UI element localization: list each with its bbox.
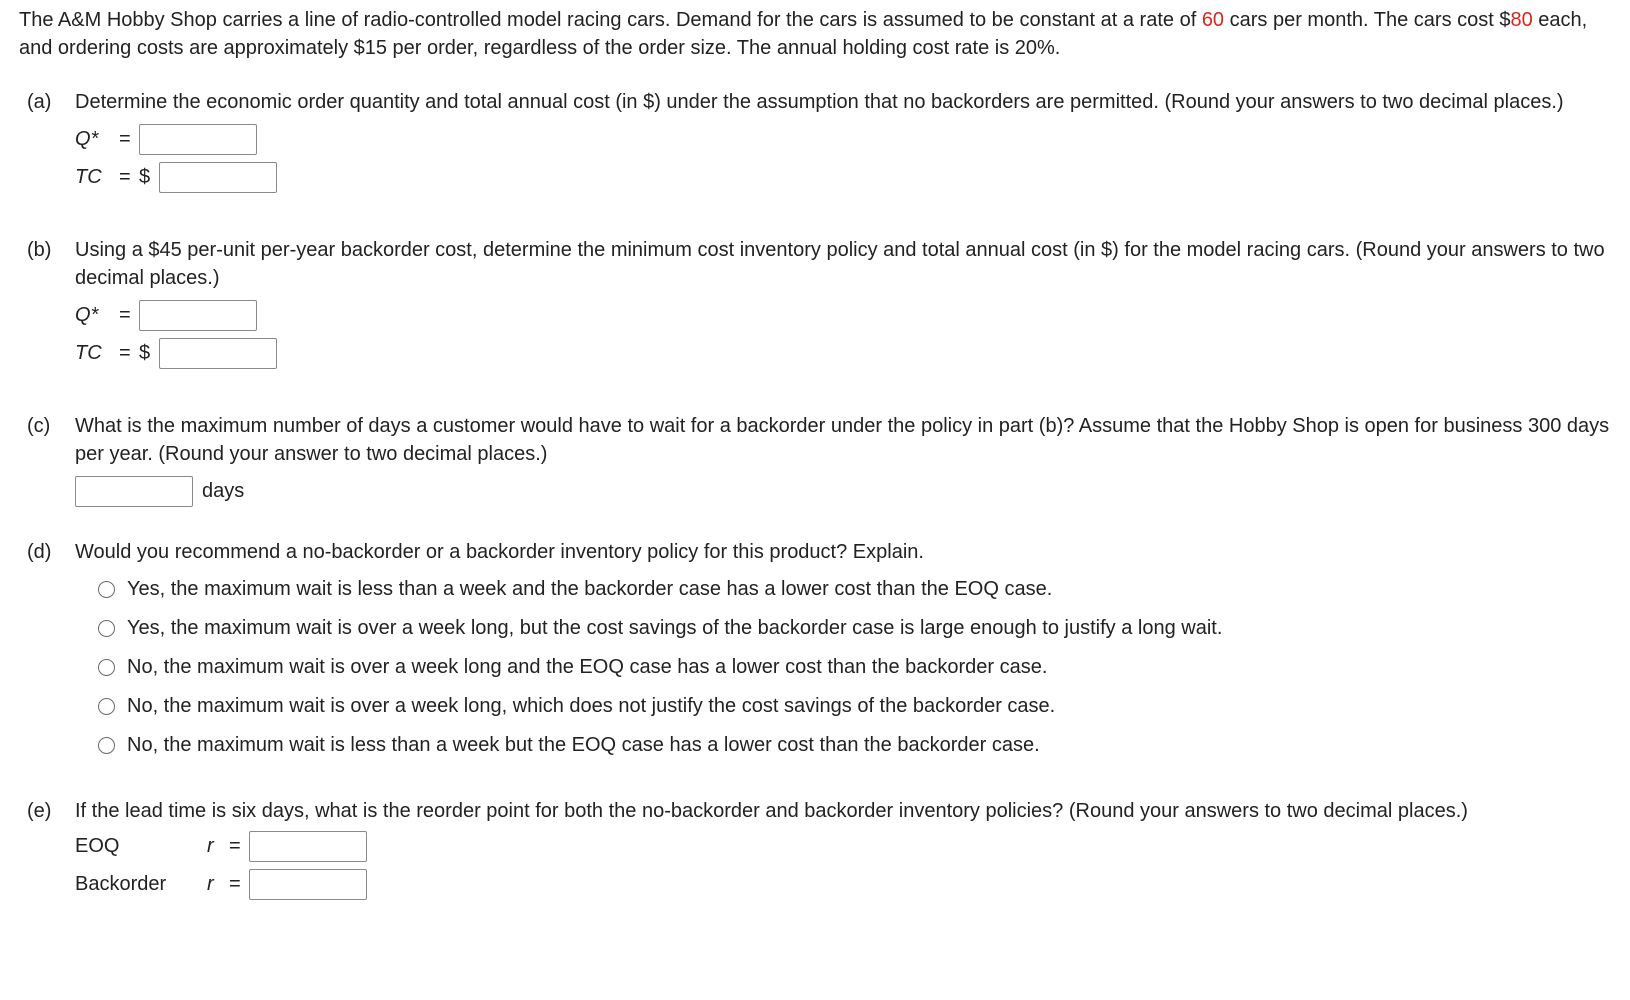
equals-sign: = bbox=[119, 303, 131, 326]
part-d-label: (d) bbox=[27, 541, 52, 563]
part-e-backorder-input[interactable] bbox=[249, 869, 367, 900]
intro-text-2: cars per month. The cars cost $ bbox=[1224, 9, 1511, 31]
problem-page bbox=[19, 6, 1614, 903]
part-c-days-input[interactable] bbox=[75, 476, 193, 507]
part-e-eoq-input[interactable] bbox=[249, 831, 367, 862]
cost-value: 80 bbox=[1510, 9, 1533, 31]
part-a-question: Determine the economic order quantity and total annual cost (in $) under the assumption that no backorders are permitted. (Round your answers to two decimal places.) bbox=[75, 91, 1564, 113]
part-b-q-input[interactable] bbox=[139, 300, 257, 331]
part-b bbox=[19, 236, 1614, 372]
option-label: No, the maximum wait is over a week long and the EOQ case has a lower cost than the backorder case. bbox=[127, 656, 1048, 678]
part-b-q-row bbox=[75, 296, 1614, 334]
part-b-tc-row bbox=[75, 334, 1614, 372]
intro-text-3: each, and ordering costs are approximately $15 per order, regardless of the order size. The annual holding cost rate is 20%. bbox=[19, 9, 1588, 59]
option-4[interactable] bbox=[75, 687, 1614, 726]
dollar-sign: $ bbox=[139, 165, 151, 188]
equals-sign: = bbox=[229, 834, 241, 857]
backorder-label: Backorder bbox=[75, 872, 167, 895]
q-star-label: Q* bbox=[75, 303, 99, 326]
q-star-label: Q* bbox=[75, 127, 99, 150]
equals-sign: = bbox=[119, 165, 131, 188]
part-c-question: What is the maximum number of days a customer would have to wait for a backorder under the policy in part (b)? Assume that the Hobby Shop is open for business 300 days per year. (Round your answer to two decimal places.) bbox=[75, 415, 1610, 465]
tc-label: TC bbox=[75, 341, 102, 364]
part-c-label: (c) bbox=[27, 415, 51, 437]
part-d-options bbox=[75, 570, 1614, 765]
part-a-tc-row bbox=[75, 158, 1614, 196]
intro-text-1: The A&M Hobby Shop carries a line of radio-controlled model racing cars. Demand for the cars is assumed to be constant at a rate of bbox=[19, 9, 1202, 31]
part-d-question: Would you recommend a no-backorder or a backorder inventory policy for this product? Explain. bbox=[75, 541, 924, 563]
option-3[interactable] bbox=[75, 648, 1614, 687]
part-b-tc-input[interactable] bbox=[159, 338, 277, 369]
radio-button[interactable] bbox=[98, 620, 115, 637]
part-e-question: If the lead time is six days, what is the reorder point for both the no-backorder and backorder inventory policies? (Round your answers to two decimal places.) bbox=[75, 800, 1468, 822]
part-b-question: Using a $45 per-unit per-year backorder cost, determine the minimum cost inventory policy and total annual cost (in $) for the model racing cars. (Round your answers to two decimal places.) bbox=[75, 239, 1605, 289]
eoq-label: EOQ bbox=[75, 834, 120, 857]
days-unit: days bbox=[202, 479, 245, 502]
r-label: r bbox=[207, 872, 214, 895]
radio-button[interactable] bbox=[98, 737, 115, 754]
part-a bbox=[19, 88, 1614, 196]
option-1[interactable] bbox=[75, 570, 1614, 609]
part-b-label: (b) bbox=[27, 239, 52, 261]
radio-button[interactable] bbox=[98, 659, 115, 676]
r-label: r bbox=[207, 834, 214, 857]
option-label: Yes, the maximum wait is less than a week and the backorder case has a lower cost than the EOQ case. bbox=[127, 578, 1053, 600]
part-e-backorder-row bbox=[75, 865, 1614, 903]
part-e-eoq-row bbox=[75, 827, 1614, 865]
option-2[interactable] bbox=[75, 609, 1614, 648]
part-e bbox=[19, 797, 1614, 903]
option-5[interactable] bbox=[75, 726, 1614, 765]
part-a-tc-input[interactable] bbox=[159, 162, 277, 193]
part-c bbox=[19, 412, 1614, 510]
option-label: Yes, the maximum wait is over a week long, but the cost savings of the backorder case is large enough to justify a long wait. bbox=[127, 617, 1223, 639]
part-e-label: (e) bbox=[27, 800, 52, 822]
option-label: No, the maximum wait is over a week long, which does not justify the cost savings of the backorder case. bbox=[127, 695, 1056, 717]
equals-sign: = bbox=[229, 872, 241, 895]
equals-sign: = bbox=[119, 127, 131, 150]
part-a-q-input[interactable] bbox=[139, 124, 257, 155]
tc-label: TC bbox=[75, 165, 102, 188]
radio-button[interactable] bbox=[98, 698, 115, 715]
equals-sign: = bbox=[119, 341, 131, 364]
part-a-q-row bbox=[75, 120, 1614, 158]
dollar-sign: $ bbox=[139, 341, 151, 364]
problem-intro bbox=[19, 6, 1614, 62]
demand-value: 60 bbox=[1201, 9, 1225, 31]
part-d bbox=[19, 538, 1614, 566]
option-label: No, the maximum wait is less than a week but the EOQ case has a lower cost than the backorder case. bbox=[127, 734, 1040, 756]
radio-button[interactable] bbox=[98, 581, 115, 598]
part-a-label: (a) bbox=[27, 91, 52, 113]
part-c-row bbox=[75, 472, 1614, 510]
